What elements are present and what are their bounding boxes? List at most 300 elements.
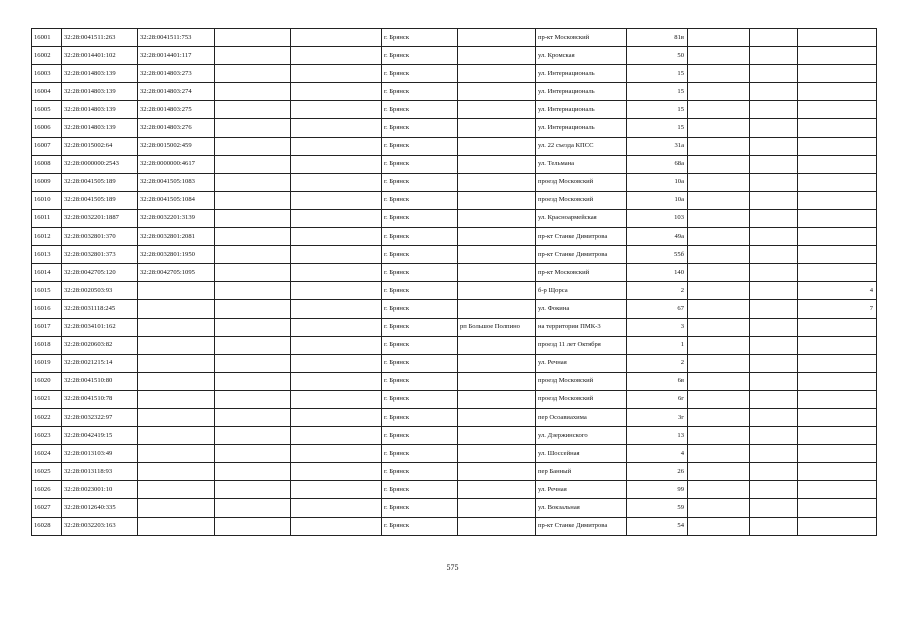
building-cadastral-number-cell: 32:28:0014803:273 [138,65,215,83]
building-cadastral-number-cell: 32:28:0000000:4617 [138,155,215,173]
record-number-cell: 16020 [32,372,62,390]
empty-cell [750,191,798,209]
house-number-cell: 54 [627,517,688,535]
table-row [32,101,877,119]
street-cell: ул. Фокина [536,300,627,318]
record-number-cell: 16018 [32,336,62,354]
house-number-cell: 68а [627,155,688,173]
empty-cell [291,65,382,83]
locality-cell [458,209,536,227]
empty-cell [750,173,798,191]
empty-cell [215,173,291,191]
locality-cell [458,101,536,119]
extra-number-cell [798,83,877,101]
table-row [32,390,877,408]
empty-cell [215,445,291,463]
cadastral-number-cell: 32:28:0012640:335 [62,499,138,517]
table-row [32,517,877,535]
table-row [32,282,877,300]
record-number-cell: 16024 [32,445,62,463]
table-row [32,209,877,227]
extra-number-cell [798,228,877,246]
building-cadastral-number-cell [138,390,215,408]
building-cadastral-number-cell [138,445,215,463]
cadastral-number-cell: 32:28:0014803:139 [62,83,138,101]
cadastral-number-cell: 32:28:0013118:93 [62,463,138,481]
empty-cell [291,137,382,155]
empty-cell [215,481,291,499]
empty-cell [688,65,750,83]
empty-cell [291,354,382,372]
empty-cell [291,318,382,336]
street-cell: пр-кт Станке Димитрова [536,246,627,264]
building-cadastral-number-cell [138,517,215,535]
page-number: 575 [446,563,459,572]
table-row [32,155,877,173]
cadastral-number-cell: 32:28:0014803:139 [62,65,138,83]
building-cadastral-number-cell: 32:28:0041511:753 [138,29,215,47]
table-row [32,246,877,264]
empty-cell [750,318,798,336]
city-cell: г. Брянск [382,517,458,535]
empty-cell [688,463,750,481]
empty-cell [291,155,382,173]
empty-cell [291,191,382,209]
cadastral-number-cell: 32:28:0042705:120 [62,264,138,282]
street-cell: пр-кт Станке Димитрова [536,517,627,535]
street-cell: на территории ПМК-3 [536,318,627,336]
cadastral-number-cell: 32:28:0034101:162 [62,318,138,336]
house-number-cell: 2 [627,282,688,300]
building-cadastral-number-cell [138,282,215,300]
empty-cell [750,372,798,390]
city-cell: г. Брянск [382,282,458,300]
record-number-cell: 16010 [32,191,62,209]
extra-number-cell [798,336,877,354]
empty-cell [291,445,382,463]
empty-cell [215,65,291,83]
empty-cell [688,137,750,155]
locality-cell [458,155,536,173]
building-cadastral-number-cell: 32:28:0042705:1095 [138,264,215,282]
empty-cell [291,427,382,445]
locality-cell [458,228,536,246]
extra-number-cell [798,481,877,499]
street-cell: ул. Интернациональ [536,119,627,137]
empty-cell [291,47,382,65]
extra-number-cell [798,517,877,535]
building-cadastral-number-cell [138,427,215,445]
locality-cell [458,300,536,318]
locality-cell [458,372,536,390]
empty-cell [215,83,291,101]
empty-cell [215,137,291,155]
empty-cell [215,318,291,336]
empty-cell [688,47,750,65]
locality-cell [458,336,536,354]
extra-number-cell [798,65,877,83]
empty-cell [291,83,382,101]
empty-cell [688,300,750,318]
city-cell: г. Брянск [382,264,458,282]
table-row [32,173,877,191]
street-cell: пер Осоавиахима [536,408,627,426]
record-number-cell: 16006 [32,119,62,137]
extra-number-cell [798,463,877,481]
extra-number-cell [798,155,877,173]
house-number-cell: 49а [627,228,688,246]
cadastral-number-cell: 32:28:0042419:15 [62,427,138,445]
empty-cell [750,246,798,264]
record-number-cell: 16003 [32,65,62,83]
house-number-cell: 15 [627,101,688,119]
street-cell: пр-кт Станке Димитрова [536,228,627,246]
empty-cell [291,408,382,426]
building-cadastral-number-cell: 32:28:0014803:275 [138,101,215,119]
empty-cell [291,336,382,354]
table-row [32,191,877,209]
table-row [32,445,877,463]
house-number-cell: 26 [627,463,688,481]
table-row [32,137,877,155]
locality-cell [458,390,536,408]
empty-cell [750,209,798,227]
empty-cell [750,119,798,137]
street-cell: ул. Тельмана [536,155,627,173]
empty-cell [688,101,750,119]
city-cell: г. Брянск [382,137,458,155]
table-row [32,408,877,426]
empty-cell [688,282,750,300]
empty-cell [750,101,798,119]
cadastral-number-cell: 32:28:0041505:189 [62,191,138,209]
empty-cell [291,300,382,318]
cadastral-number-cell: 32:28:0015002:64 [62,137,138,155]
locality-cell [458,137,536,155]
empty-cell [688,264,750,282]
extra-number-cell [798,408,877,426]
record-number-cell: 16025 [32,463,62,481]
house-number-cell: 59 [627,499,688,517]
record-number-cell: 16005 [32,101,62,119]
cadastral-number-cell: 32:28:0013103:49 [62,445,138,463]
city-cell: г. Брянск [382,119,458,137]
cadastral-number-cell: 32:28:0014401:102 [62,47,138,65]
extra-number-cell [798,191,877,209]
record-number-cell: 16011 [32,209,62,227]
street-cell: проезд 11 лет Октября [536,336,627,354]
empty-cell [215,119,291,137]
locality-cell [458,517,536,535]
empty-cell [215,209,291,227]
city-cell: г. Брянск [382,445,458,463]
empty-cell [215,408,291,426]
empty-cell [688,445,750,463]
locality-cell: рп Большое Полпино [458,318,536,336]
table-row [32,264,877,282]
table-row [32,47,877,65]
extra-number-cell [798,445,877,463]
cadastral-number-cell: 32:28:0032801:370 [62,228,138,246]
street-cell: ул. 22 съезда КПСС [536,137,627,155]
empty-cell [215,390,291,408]
empty-cell [688,390,750,408]
empty-cell [688,29,750,47]
building-cadastral-number-cell [138,300,215,318]
cadastral-number-cell: 32:28:0023001:10 [62,481,138,499]
empty-cell [688,408,750,426]
empty-cell [215,282,291,300]
empty-cell [750,445,798,463]
building-cadastral-number-cell [138,463,215,481]
empty-cell [750,427,798,445]
record-number-cell: 16019 [32,354,62,372]
empty-cell [215,336,291,354]
building-cadastral-number-cell [138,499,215,517]
cadastral-number-cell: 32:28:0031118:245 [62,300,138,318]
city-cell: г. Брянск [382,29,458,47]
empty-cell [688,246,750,264]
street-cell: пр-кт Московский [536,264,627,282]
empty-cell [215,354,291,372]
empty-cell [688,318,750,336]
city-cell: г. Брянск [382,463,458,481]
empty-cell [688,191,750,209]
empty-cell [750,517,798,535]
street-cell: ул. Интернациональ [536,101,627,119]
building-cadastral-number-cell: 32:28:0014803:276 [138,119,215,137]
extra-number-cell [798,390,877,408]
empty-cell [215,29,291,47]
cadastral-number-cell: 32:28:0032203:163 [62,517,138,535]
empty-cell [688,155,750,173]
street-cell: пр-кт Московский [536,29,627,47]
empty-cell [750,390,798,408]
record-number-cell: 16021 [32,390,62,408]
empty-cell [215,191,291,209]
locality-cell [458,463,536,481]
table-row [32,354,877,372]
city-cell: г. Брянск [382,246,458,264]
city-cell: г. Брянск [382,191,458,209]
empty-cell [688,354,750,372]
table-row [32,372,877,390]
extra-number-cell [798,499,877,517]
table-row [32,499,877,517]
house-number-cell: 67 [627,300,688,318]
city-cell: г. Брянск [382,300,458,318]
building-cadastral-number-cell: 32:28:0032201:3139 [138,209,215,227]
record-number-cell: 16017 [32,318,62,336]
empty-cell [750,481,798,499]
house-number-cell: 99 [627,481,688,499]
cadastral-number-cell: 32:28:0014803:139 [62,101,138,119]
house-number-cell: 10а [627,191,688,209]
cadastral-number-cell: 32:28:0041510:78 [62,390,138,408]
house-number-cell: 6г [627,390,688,408]
empty-cell [688,119,750,137]
extra-number-cell [798,47,877,65]
empty-cell [215,499,291,517]
empty-cell [750,83,798,101]
empty-cell [291,119,382,137]
building-cadastral-number-cell: 32:28:0014401:117 [138,47,215,65]
house-number-cell: 15 [627,119,688,137]
city-cell: г. Брянск [382,101,458,119]
table-row [32,318,877,336]
empty-cell [688,228,750,246]
table-row [32,29,877,47]
table-row [32,427,877,445]
record-number-cell: 16028 [32,517,62,535]
city-cell: г. Брянск [382,372,458,390]
record-number-cell: 16014 [32,264,62,282]
empty-cell [688,427,750,445]
street-cell: ул. Интернациональ [536,83,627,101]
record-number-cell: 16004 [32,83,62,101]
table-row [32,228,877,246]
locality-cell [458,83,536,101]
house-number-cell: 55б [627,246,688,264]
table-row [32,336,877,354]
record-number-cell: 16016 [32,300,62,318]
street-cell: ул. Шоссейная [536,445,627,463]
city-cell: г. Брянск [382,354,458,372]
street-cell: ул. Дзержинского [536,427,627,445]
empty-cell [291,282,382,300]
locality-cell [458,354,536,372]
record-number-cell: 16008 [32,155,62,173]
empty-cell [688,499,750,517]
city-cell: г. Брянск [382,155,458,173]
record-number-cell: 16002 [32,47,62,65]
empty-cell [291,463,382,481]
locality-cell [458,427,536,445]
locality-cell [458,65,536,83]
empty-cell [750,137,798,155]
empty-cell [291,372,382,390]
street-cell: ул. Вокзальная [536,499,627,517]
empty-cell [750,29,798,47]
city-cell: г. Брянск [382,390,458,408]
building-cadastral-number-cell: 32:28:0032801:1950 [138,246,215,264]
empty-cell [291,101,382,119]
building-cadastral-number-cell [138,336,215,354]
extra-number-cell [798,246,877,264]
city-cell: г. Брянск [382,481,458,499]
extra-number-cell [798,137,877,155]
empty-cell [215,463,291,481]
street-cell: ул. Кромская [536,47,627,65]
empty-cell [291,173,382,191]
empty-cell [215,47,291,65]
empty-cell [291,264,382,282]
table-row [32,119,877,137]
extra-number-cell [798,173,877,191]
locality-cell [458,47,536,65]
extra-number-cell [798,264,877,282]
empty-cell [291,499,382,517]
building-cadastral-number-cell: 32:28:0041505:1083 [138,173,215,191]
street-cell: б-р Щорса [536,282,627,300]
cadastral-number-cell: 32:28:0020503:93 [62,282,138,300]
extra-number-cell [798,29,877,47]
empty-cell [750,336,798,354]
street-cell: проезд Московский [536,173,627,191]
empty-cell [750,300,798,318]
cadastral-number-cell: 32:28:0021215:14 [62,354,138,372]
city-cell: г. Брянск [382,336,458,354]
cadastral-number-cell: 32:28:0014803:139 [62,119,138,137]
street-cell: проезд Московский [536,372,627,390]
building-cadastral-number-cell [138,372,215,390]
cadastral-number-cell: 32:28:0020603:82 [62,336,138,354]
empty-cell [750,65,798,83]
house-number-cell: 31а [627,137,688,155]
house-number-cell: 4 [627,445,688,463]
cadastral-number-cell: 32:28:0041505:189 [62,173,138,191]
empty-cell [688,173,750,191]
record-number-cell: 16001 [32,29,62,47]
empty-cell [215,246,291,264]
table-row [32,83,877,101]
empty-cell [291,390,382,408]
empty-cell [688,481,750,499]
table-body [32,29,877,536]
building-cadastral-number-cell: 32:28:0015002:459 [138,137,215,155]
empty-cell [291,209,382,227]
empty-cell [215,155,291,173]
house-number-cell: 140 [627,264,688,282]
empty-cell [688,372,750,390]
building-cadastral-number-cell [138,318,215,336]
house-number-cell: 10а [627,173,688,191]
street-cell: ул. Речная [536,354,627,372]
house-number-cell: 103 [627,209,688,227]
empty-cell [750,408,798,426]
record-number-cell: 16007 [32,137,62,155]
extra-number-cell [798,119,877,137]
street-cell: ул. Интернациональ [536,65,627,83]
empty-cell [291,228,382,246]
extra-number-cell [798,354,877,372]
empty-cell [688,517,750,535]
extra-number-cell [798,427,877,445]
empty-cell [215,300,291,318]
empty-cell [291,246,382,264]
table-row [32,300,877,318]
record-number-cell: 16015 [32,282,62,300]
empty-cell [750,499,798,517]
locality-cell [458,191,536,209]
empty-cell [750,228,798,246]
locality-cell [458,173,536,191]
house-number-cell: 50 [627,47,688,65]
house-number-cell: 3 [627,318,688,336]
house-number-cell: 15 [627,83,688,101]
cadastral-number-cell: 32:28:0041510:80 [62,372,138,390]
empty-cell [215,101,291,119]
city-cell: г. Брянск [382,209,458,227]
empty-cell [750,155,798,173]
street-cell: ул. Речная [536,481,627,499]
building-cadastral-number-cell [138,408,215,426]
record-number-cell: 16026 [32,481,62,499]
locality-cell [458,246,536,264]
house-number-cell: 13 [627,427,688,445]
empty-cell [750,264,798,282]
building-cadastral-number-cell: 32:28:0041505:1084 [138,191,215,209]
